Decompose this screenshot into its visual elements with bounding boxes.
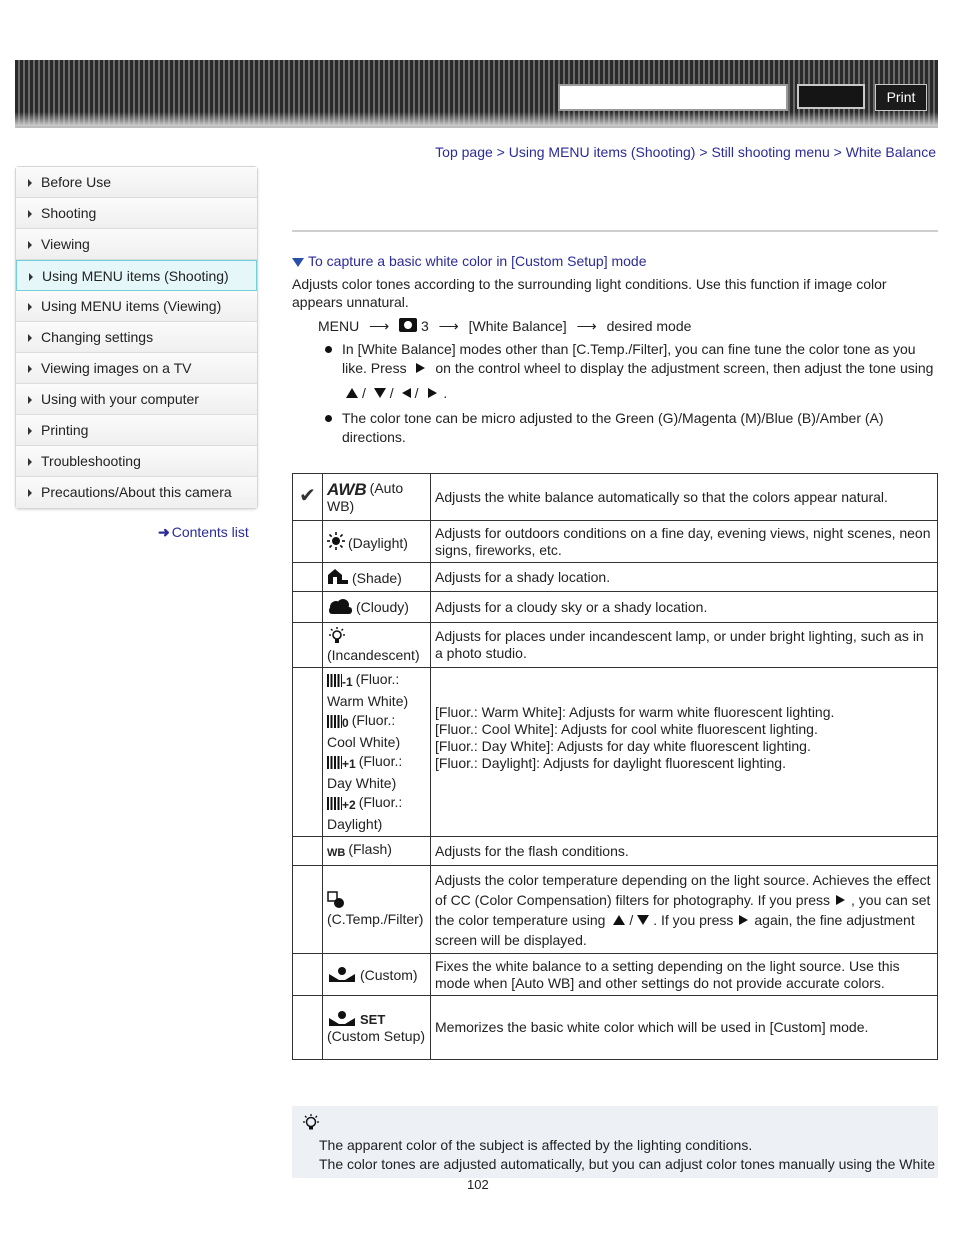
mode-cell bbox=[323, 563, 431, 592]
slash: / bbox=[362, 385, 366, 401]
white-balance-table bbox=[292, 473, 938, 1060]
custom-wb-icon bbox=[327, 966, 357, 982]
down-arrow-icon bbox=[374, 388, 386, 398]
page-number: 102 bbox=[467, 1177, 489, 1192]
desc-line: [Fluor.: Daylight]: Adjusts for daylight fluorescent lighting. bbox=[435, 755, 786, 771]
menu-item-label: [White Balance] bbox=[468, 318, 567, 334]
sidebar-item-label: Changing settings bbox=[41, 329, 154, 345]
arrow-right-icon: ➜ bbox=[158, 524, 170, 540]
mode-cell bbox=[323, 592, 431, 623]
desc-cell: Adjusts for a cloudy sky or a shady location. bbox=[431, 592, 938, 623]
desc-line: [Fluor.: Cool White]: Adjusts for cool white fluorescent lighting. bbox=[435, 721, 818, 737]
custom-setup-link[interactable] bbox=[292, 253, 647, 269]
mode-label: (Fluor.: Day White) bbox=[327, 753, 403, 791]
table-row bbox=[293, 996, 938, 1060]
arrow-right-icon bbox=[28, 210, 32, 218]
selected-cell bbox=[293, 866, 323, 954]
slash: / bbox=[389, 385, 394, 401]
sidebar-item-viewing[interactable] bbox=[16, 229, 257, 260]
camera-icon bbox=[399, 318, 417, 332]
search-button[interactable] bbox=[797, 84, 865, 109]
mode-label: (Shade) bbox=[352, 570, 402, 586]
breadcrumb bbox=[435, 144, 936, 160]
intro-text: Adjusts color tones according to the surrounding light conditions. Use this function if image color appears unnatural. bbox=[292, 276, 887, 310]
arrow-right-icon bbox=[28, 303, 32, 311]
mode-label: (Flash) bbox=[348, 840, 392, 857]
menu-path bbox=[318, 318, 691, 335]
desc-cell bbox=[431, 866, 938, 954]
sidebar-item-label: Before Use bbox=[41, 174, 112, 190]
slash: / bbox=[414, 385, 419, 401]
desc-cell: Adjusts the white balance automatically so that the colors appear natural. bbox=[431, 474, 938, 521]
breadcrumb-white-balance[interactable]: White Balance bbox=[845, 144, 936, 160]
mode-cell bbox=[323, 866, 431, 954]
arrow-right-icon bbox=[28, 396, 32, 404]
breadcrumb-separator: > bbox=[833, 144, 842, 160]
mode-cell bbox=[323, 996, 431, 1060]
selected-cell bbox=[293, 837, 323, 866]
selected-cell bbox=[293, 521, 323, 563]
set-label: SET bbox=[360, 1012, 386, 1027]
selected-cell bbox=[293, 954, 323, 996]
incandescent-icon bbox=[327, 627, 347, 645]
color-temp-filter-icon bbox=[327, 891, 345, 909]
cloudy-icon bbox=[327, 598, 353, 614]
desc-text: , you can set the color temperature using bbox=[435, 891, 931, 928]
hint-box bbox=[292, 1106, 938, 1178]
contents-list-link[interactable] bbox=[158, 524, 249, 541]
sidebar-item-changing-settings[interactable] bbox=[16, 322, 257, 353]
mode-label: (Fluor.: Cool White) bbox=[327, 712, 401, 750]
arrow-right-icon bbox=[29, 273, 33, 281]
selected-cell bbox=[293, 668, 323, 837]
note-list bbox=[322, 340, 937, 453]
sidebar-item-before-use[interactable] bbox=[16, 167, 257, 198]
sidebar-item-label: Using with your computer bbox=[41, 391, 199, 407]
table-row bbox=[293, 866, 938, 954]
arrow-right-icon: ⟶ bbox=[438, 318, 459, 334]
hint-text bbox=[319, 1136, 935, 1174]
mode-cell bbox=[323, 954, 431, 996]
sidebar-item-label: Using MENU items (Viewing) bbox=[41, 298, 222, 314]
table-row bbox=[293, 474, 938, 521]
arrow-right-icon: ⟶ bbox=[576, 318, 597, 334]
mode-label: (C.Temp./Filter) bbox=[327, 911, 424, 927]
table-row bbox=[293, 837, 938, 866]
bullet-text: In [White Balance] modes other than [C.Temp./Filter], you can fine tune the color tone as you like. Press bbox=[342, 341, 916, 376]
mode-label: (Fluor.: Daylight) bbox=[327, 794, 403, 832]
table-row bbox=[293, 592, 938, 623]
sidebar-item-troubleshooting[interactable] bbox=[16, 446, 257, 477]
right-arrow-icon bbox=[428, 388, 437, 398]
right-arrow-icon bbox=[739, 915, 748, 925]
desc-cell: Adjusts for the flash conditions. bbox=[431, 837, 938, 866]
breadcrumb-still-shooting-menu[interactable]: Still shooting menu bbox=[711, 144, 830, 160]
right-arrow-icon bbox=[836, 895, 845, 905]
shade-icon bbox=[327, 567, 349, 585]
mode-label: (Cloudy) bbox=[356, 599, 409, 615]
desc-cell: Adjusts for outdoors conditions on a fine day, evening views, night scenes, neon signs, fireworks, etc. bbox=[431, 521, 938, 563]
mode-cell bbox=[323, 668, 431, 837]
selected-cell bbox=[293, 592, 323, 623]
mode-label: (Custom) bbox=[360, 966, 418, 983]
fluorescent-icon: +2 bbox=[327, 796, 356, 815]
lightbulb-icon bbox=[302, 1114, 320, 1132]
daylight-icon bbox=[327, 532, 345, 550]
mode-cell bbox=[323, 837, 431, 866]
sidebar-item-label: Shooting bbox=[41, 205, 97, 221]
search-input[interactable] bbox=[558, 84, 788, 111]
left-arrow-icon bbox=[402, 388, 411, 398]
sidebar-item-using-menu-shooting[interactable] bbox=[16, 260, 257, 291]
menu-end-label: desired mode bbox=[606, 318, 692, 334]
desc-text: Adjusts the color temperature depending on the light source. Achieves the effect of CC (Color Compensation) filters for photography. If you press bbox=[435, 871, 931, 908]
table-row bbox=[293, 954, 938, 996]
desc-text: again, the fine adjustment screen will be displayed. bbox=[435, 911, 915, 948]
title-divider bbox=[292, 230, 938, 232]
mode-cell bbox=[323, 623, 431, 668]
sidebar-item-label: Printing bbox=[41, 422, 89, 438]
sidebar-item-using-with-computer[interactable] bbox=[16, 384, 257, 415]
table-row bbox=[293, 668, 938, 837]
desc-text: . If you press bbox=[653, 911, 734, 928]
fluorescent-icon: -1 bbox=[327, 673, 353, 692]
bullet-text: The color tone can be micro adjusted to the Green (G)/Magenta (M)/Blue (B)/Amber (A) directions. bbox=[342, 410, 884, 445]
slash: / bbox=[629, 911, 634, 928]
arrow-right-icon bbox=[28, 458, 32, 466]
table-row bbox=[293, 521, 938, 563]
arrow-right-icon bbox=[28, 427, 32, 435]
mode-label: (Custom Setup) bbox=[327, 1028, 426, 1044]
arrow-right-icon bbox=[28, 241, 32, 249]
selected-cell bbox=[293, 996, 323, 1060]
sidebar-item-label: Troubleshooting bbox=[41, 453, 141, 469]
hint-line: The color tones are adjusted automatically, but you can adjust color tones manually using the White bbox=[319, 1156, 935, 1172]
breadcrumb-top-page[interactable]: Top page bbox=[435, 144, 493, 160]
sidebar-item-shooting[interactable] bbox=[16, 198, 257, 229]
sidebar-item-label: Viewing bbox=[41, 236, 90, 252]
fluorescent-icon: +1 bbox=[327, 755, 356, 774]
desc-cell bbox=[431, 668, 938, 837]
table-row bbox=[293, 623, 938, 668]
check-icon: ✔ bbox=[299, 485, 316, 507]
section-link-label: To capture a basic white color in [Custom Setup] mode bbox=[308, 253, 647, 269]
breadcrumb-separator: > bbox=[496, 144, 505, 160]
down-arrow-icon bbox=[637, 915, 649, 925]
up-arrow-icon bbox=[346, 388, 358, 398]
arrow-right-icon bbox=[28, 334, 32, 342]
sidebar-item-precautions[interactable] bbox=[16, 477, 257, 508]
right-arrow-icon bbox=[416, 363, 425, 373]
sidebar-item-printing[interactable] bbox=[16, 415, 257, 446]
sidebar-item-label: Viewing images on a TV bbox=[41, 360, 192, 376]
bullet-text: on the control wheel to display the adjustment screen, then adjust the tone using bbox=[435, 360, 934, 376]
arrow-right-icon bbox=[28, 365, 32, 373]
custom-setup-icon bbox=[327, 1010, 357, 1026]
sidebar bbox=[15, 166, 258, 509]
menu-label: MENU bbox=[318, 318, 360, 334]
selected-cell bbox=[293, 623, 323, 668]
mode-cell bbox=[323, 474, 431, 521]
mode-label: (Daylight) bbox=[348, 534, 408, 551]
flash-wb-icon: WB bbox=[327, 846, 346, 859]
sidebar-item-label: Using MENU items (Shooting) bbox=[42, 268, 229, 284]
desc-line: [Fluor.: Day White]: Adjusts for day white fluorescent lighting. bbox=[435, 738, 811, 754]
selected-cell bbox=[293, 474, 323, 521]
sidebar-item-viewing-on-tv[interactable] bbox=[16, 353, 257, 384]
auto-wb-icon: AWB bbox=[327, 479, 367, 499]
contents-list-label: Contents list bbox=[171, 524, 249, 540]
sidebar-item-label: Precautions/About this camera bbox=[41, 484, 232, 500]
list-item bbox=[322, 409, 937, 447]
hint-line: The apparent color of the subject is affected by the lighting conditions. bbox=[319, 1137, 753, 1153]
sidebar-item-using-menu-viewing[interactable] bbox=[16, 291, 257, 322]
desc-cell: Fixes the white balance to a setting depending on the light source. Use this mode when [Auto WB] and other settings do not provide accurate colors. bbox=[431, 954, 938, 996]
desc-cell: Adjusts for a shady location. bbox=[431, 563, 938, 592]
triangle-down-icon bbox=[292, 258, 304, 267]
mode-label: (Fluor.: Warm White) bbox=[327, 671, 409, 709]
menu-tab-number: 3 bbox=[420, 318, 429, 334]
breadcrumb-using-menu-shooting[interactable]: Using MENU items (Shooting) bbox=[508, 144, 696, 160]
print-button[interactable]: Print bbox=[875, 84, 927, 111]
desc-cell: Adjusts for places under incandescent lamp, or under bright lighting, such as in a photo studio. bbox=[431, 623, 938, 668]
mode-label: (Auto WB) bbox=[327, 479, 404, 514]
desc-cell: Memorizes the basic white color which will be used in [Custom] mode. bbox=[431, 996, 938, 1060]
fluorescent-icon: 0 bbox=[327, 714, 349, 733]
bullet-text: . bbox=[443, 385, 448, 401]
selected-cell bbox=[293, 563, 323, 592]
mode-cell bbox=[323, 521, 431, 563]
table-row bbox=[293, 563, 938, 592]
arrow-right-icon: ⟶ bbox=[369, 318, 390, 334]
up-arrow-icon bbox=[613, 915, 625, 925]
mode-label: (Incandescent) bbox=[327, 646, 420, 663]
arrow-right-icon bbox=[28, 489, 32, 497]
list-item bbox=[322, 340, 937, 403]
breadcrumb-separator: > bbox=[699, 144, 708, 160]
desc-line: [Fluor.: Warm White]: Adjusts for warm white fluorescent lighting. bbox=[435, 704, 835, 720]
arrow-right-icon bbox=[28, 179, 32, 187]
